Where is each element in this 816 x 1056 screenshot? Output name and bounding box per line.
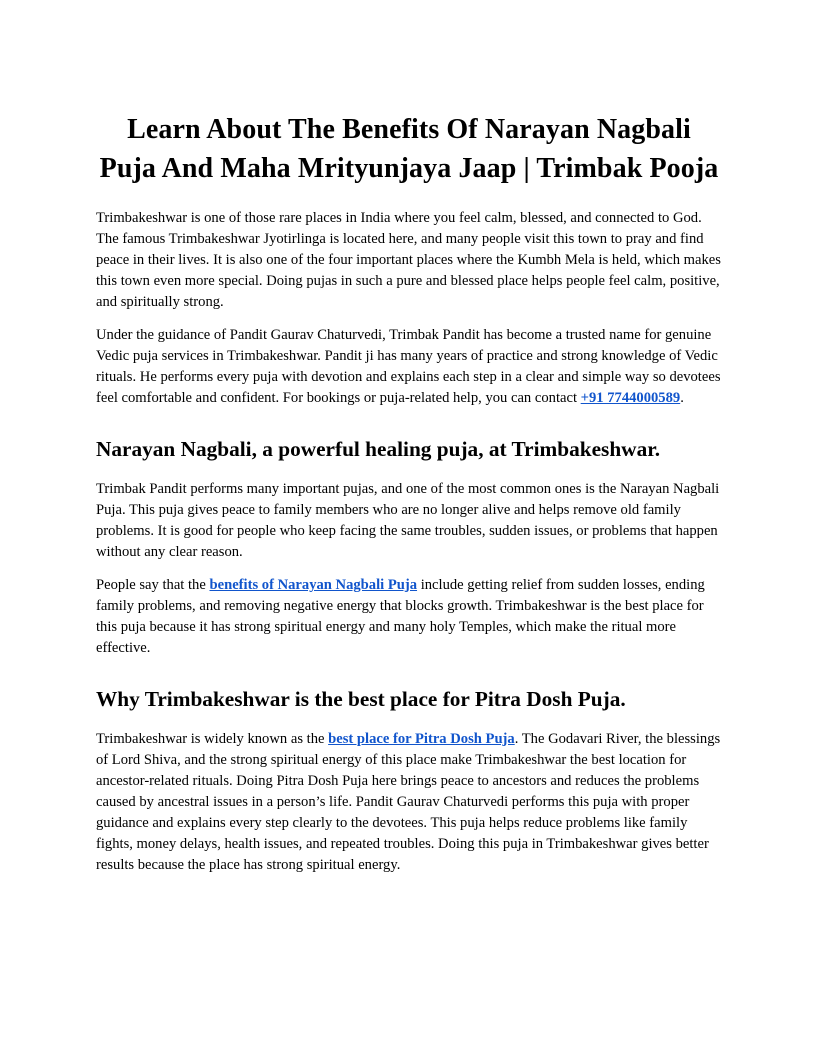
section2-text-before: Trimbakeshwar is widely known as the: [96, 731, 329, 747]
guidance-text-before: Under the guidance of Pandit Gaurav Chaturvedi, Trimbak Pandit has become a trusted name for genuine Vedic puja services in Trimbakeshwar. Pandit ji has many years of practice and strong knowledge of Vedic rituals. He performs every puja with devotion and explains each step in a clear and simple way so devotees feel comfortable and confident. For bookings or puja-related help, you can contact: [96, 327, 721, 406]
section1-paragraph-2: [96, 575, 722, 659]
narayan-nagbali-benefits-link[interactable]: benefits of Narayan Nagbali Puja: [209, 577, 418, 593]
title-line-1: Learn About The Benefits Of Narayan Nagbali: [127, 114, 691, 145]
section1-paragraph-1: Trimbak Pandit performs many important pujas, and one of the most common ones is the Narayan Nagbali Puja. This puja gives peace to family members who are no longer alive and helps remove old family problems. It is good for people who keep facing the same troubles, sudden issues, or problems that happen without any clear reason.: [96, 481, 720, 560]
document-page: [96, 110, 722, 888]
section1-text-before: People say that the: [96, 577, 210, 593]
intro-paragraph: Trimbakeshwar is one of those rare places in India where you feel calm, blessed, and connected to God. The famous Trimbakeshwar Jyotirlinga is located here, and many people visit this town to pray and find peace in their lives. It is also one of the four important places where the Kumbh Mela is held, which makes this town even more special. Doing pujas in such a pure and blessed place helps people feel calm, positive, and spiritually strong.: [96, 210, 721, 310]
pitra-dosh-puja-link[interactable]: best place for Pitra Dosh Puja: [328, 731, 515, 747]
title-line-2: Puja And Maha Mrityunjaya Jaap | Trimbak Pooja: [99, 153, 719, 184]
section1-text-after: include getting relief from sudden losses, ending family problems, and removing negative energy that blocks growth. Trimbakeshwar is the best place for this puja because it has strong spiritual energy and many holy Temples, which make the ritual more effective.: [96, 577, 705, 656]
phone-link[interactable]: +91 7744000589: [580, 390, 681, 406]
section1-heading: Narayan Nagbali, a powerful healing puja, at Trimbakeshwar.: [96, 437, 661, 461]
section2-paragraph: [96, 729, 722, 876]
section2-heading: Why Trimbakeshwar is the best place for Pitra Dosh Puja.: [96, 687, 626, 711]
guidance-text-after: .: [680, 390, 684, 406]
document-title: [96, 110, 722, 188]
guidance-paragraph: [96, 325, 722, 409]
section2-text-after: . The Godavari River, the blessings of Lord Shiva, and the strong spiritual energy of this place make Trimbakeshwar the best location for ancestor-related rituals. Doing Pitra Dosh Puja here brings peace to ancestors and reduces the problems caused by ancestral issues in a person’s life. Pandit Gaurav Chaturvedi performs this puja with proper guidance and explains every step clearly to the devotees. This puja helps reduce problems like family fights, money delays, health issues, and repeated troubles. Doing this puja in Trimbakeshwar gives better results because the place has strong spiritual energy.: [96, 731, 721, 873]
